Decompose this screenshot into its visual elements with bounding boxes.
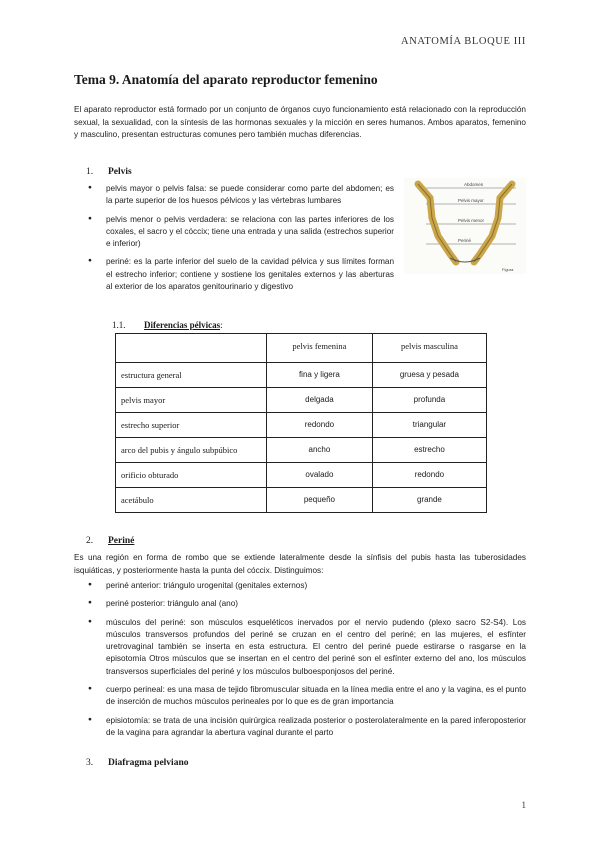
section-2-number: 2. [86, 536, 94, 546]
section-3-heading [86, 758, 188, 768]
table-row [116, 363, 487, 388]
list-item: ● periné posterior: triángulo anal (ano) [86, 598, 526, 610]
section-3-title: Diafragma pelviano [108, 758, 189, 768]
section-2-title: Periné [108, 536, 135, 546]
perine-list [86, 580, 526, 745]
table-cell: redondo [372, 463, 486, 488]
list-item: ● pelvis menor o pelvis verdadera: se relaciona con las partes inferiores de los coxales, el sacro y el cóccix; tiene una entrada y una salida (estrechos superior e inferior) [86, 214, 394, 251]
pelvis-figure [404, 178, 526, 274]
table-row [116, 388, 487, 413]
table-cell: fina y ligera [267, 363, 373, 388]
subsection-1-1-heading [112, 320, 223, 330]
table-row [116, 463, 487, 488]
subsection-1-1-number: 1.1. [112, 320, 126, 330]
section-1-heading [86, 167, 132, 177]
section-3-number: 3. [86, 758, 94, 768]
list-item: ● cuerpo perineal: es una masa de tejido fibromuscular situada en la línea media entre el ano y la vagina, es el punto de inserción de muchos músculos perineales por lo que es de gran importancia [86, 684, 526, 709]
table-cell: ancho [267, 438, 373, 463]
table-cell: ovalado [267, 463, 373, 488]
figure-label-abdomen: Abdomen [464, 182, 484, 187]
pelvis-list [86, 183, 394, 299]
page-title: Tema 9. Anatomía del aparato reproductor femenino [74, 72, 378, 87]
table-cell: profunda [372, 388, 486, 413]
table-row [116, 488, 487, 513]
table-header-cell: pelvis masculina [372, 334, 486, 363]
list-item: ● periné: es la parte inferior del suelo de la cavidad pélvica y sus límites forman el estrecho inferior; contiene y sostiene los genitales externos y las aberturas al exterior de los aparatos genitourinario y digestivo [86, 256, 394, 293]
pelvic-differences-table [115, 333, 487, 513]
table-cell: redondo [267, 413, 373, 438]
table-cell-label: estructura general [116, 363, 267, 388]
table-row [116, 438, 487, 463]
running-header: ANATOMÍA BLOQUE III [401, 36, 526, 47]
table-header-cell [116, 334, 267, 363]
figure-label-perine: Periné [458, 238, 472, 243]
table-cell-label: arco del pubis y ángulo subpúbico [116, 438, 267, 463]
figure-label-pelvis-mayor: Pelvis mayor [458, 198, 484, 203]
figure-label-pelvis-menor: Pelvis menor [458, 218, 485, 223]
page-number: 1 [521, 800, 526, 810]
list-item: ● músculos del periné: son músculos esqueléticos inervados por el nervio pudendo (plexo sacro S2-S4). Los músculos transversos profundos del periné se cruzan en el centro del periné; en las mujeres, el esfínter uretrovaginal también se inserta en esta estructura. El centro del periné puede estirarse o rasgarse en la episotomía Otros músculos que se insertan en el centro del periné son el esfínter externo del ano, los músculos transversos superficiales del periné y los músculos bulboesponjosos del periné. [86, 617, 526, 678]
list-item: ● periné anterior: triángulo urogenital (genitales externos) [86, 580, 526, 592]
table-cell: estrecho [372, 438, 486, 463]
intro-paragraph: El aparato reproductor está formado por un conjunto de órganos cuyo funcionamiento está relacionado con la reproducción sexual, la sexualidad, con la síntesis de las hormonas sexuales y la micción en seres humanos. Ambos aparatos, femenino y masculino, presentan estructuras comunes pero también muchas diferencias. [74, 105, 526, 140]
table-cell: gruesa y pesada [372, 363, 486, 388]
subsection-1-1-title: Diferencias pélvicas [144, 320, 221, 330]
table-header-cell: pelvis femenina [267, 334, 373, 363]
section-1-title: Pelvis [108, 167, 132, 177]
list-item: ● pelvis mayor o pelvis falsa: se puede considerar como parte del abdomen; es la parte superior de los huesos pélvicos y las vértebras lumbares [86, 183, 394, 208]
perine-intro-paragraph: Es una región en forma de rombo que se extiende lateralmente desde la sínfisis del pubis hasta las tuberosidades isquiáticas, y posteriormente hasta la punta del cóccix. Distinguimos: [74, 553, 526, 575]
section-1-number: 1. [86, 167, 94, 177]
table-cell: pequeño [267, 488, 373, 513]
list-item: ● episiotomía: se trata de una incisión quirúrgica realizada posterior o posterolateralmente en la pared inferoposterior de la vagina para agrandar la abertura vaginal durante el parto [86, 715, 526, 740]
table-cell-label: acetábulo [116, 488, 267, 513]
subsection-colon: : [220, 320, 223, 330]
table-cell: grande [372, 488, 486, 513]
figure-label-caption: Figura [502, 267, 514, 272]
table-cell-label: pelvis mayor [116, 388, 267, 413]
table-row [116, 413, 487, 438]
table-cell-label: orificio obturado [116, 463, 267, 488]
table-header-row [116, 334, 487, 363]
table-cell-label: estrecho superior [116, 413, 267, 438]
table-cell: triangular [372, 413, 486, 438]
table-cell: delgada [267, 388, 373, 413]
section-2-heading [86, 536, 134, 546]
